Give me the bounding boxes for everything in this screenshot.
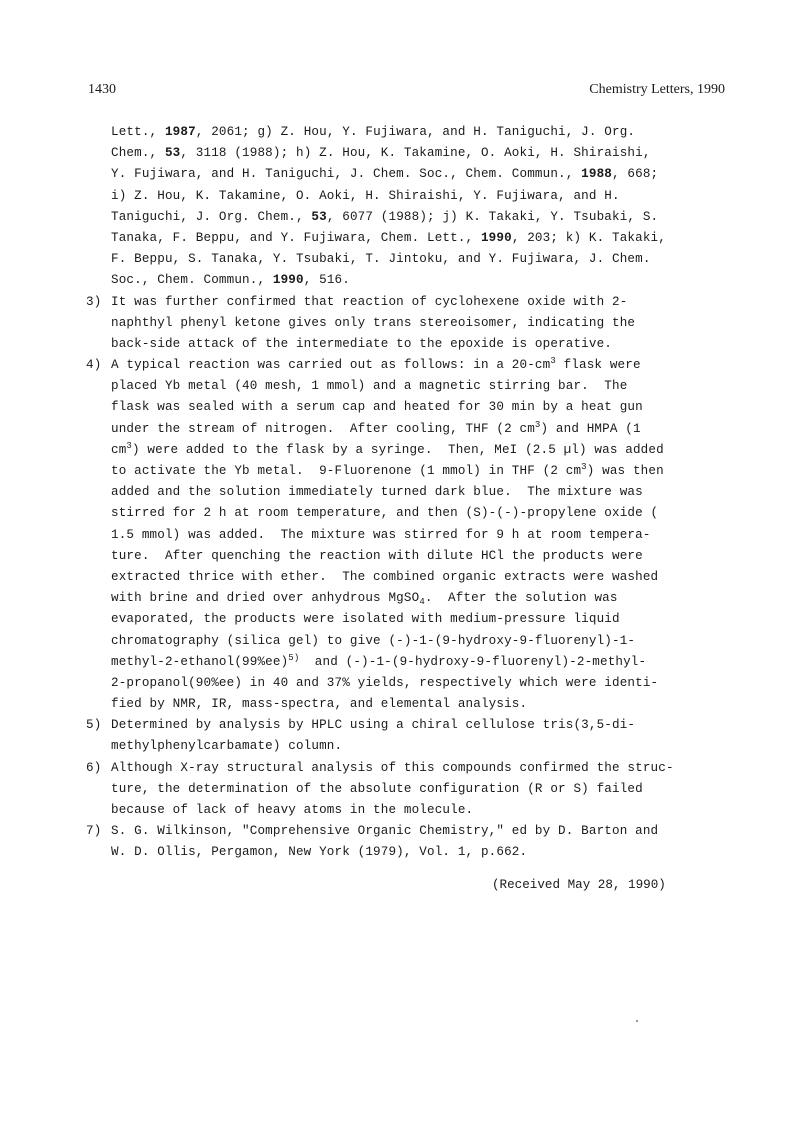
reference-line: Y. Fujiwara, and H. Taniguchi, J. Chem. Soc., Chem. Commun., 1988, 668; (111, 167, 659, 182)
scan-speck (636, 1020, 638, 1022)
reference-line: It was further confirmed that reaction of cyclohexene oxide with 2- (111, 294, 628, 309)
reference-line: naphthyl phenyl ketone gives only trans stereoisomer, indicating the (111, 315, 636, 330)
received-date: (Received May 28, 1990) (492, 878, 666, 892)
reference-line: flask was sealed with a serum cap and heated for 30 min by a heat gun (111, 400, 643, 415)
page-header (88, 82, 725, 100)
reference-line: Soc., Chem. Commun., 1990, 516. (111, 273, 350, 288)
reference-number: 7) (86, 824, 102, 839)
reference-line: Tanaka, F. Beppu, and Y. Fujiwara, Chem. Lett., 1990, 203; k) K. Takaki, (111, 230, 666, 245)
reference-line: Lett., 1987, 2061; g) Z. Hou, Y. Fujiwara, and H. Taniguchi, J. Org. (111, 125, 636, 139)
reference-line: A typical reaction was carried out as follows: in a $20-cm^3$ flask were (111, 356, 641, 373)
reference-line: i) Z. Hou, K. Takamine, O. Aoki, H. Shiraishi, Y. Fujiwara, and H. (111, 188, 620, 203)
reference-line: W. D. Ollis, Pergamon, New York (1979), Vol. 1, p.662. (111, 845, 528, 860)
reference-line: methylphenylcarbamate) column. (111, 739, 343, 754)
reference-line: Taniguchi, J. Org. Chem., 53, 6077 (1988); j) K. Takaki, Y. Tsubaki, S. (111, 209, 659, 224)
reference-line: Determined by analysis by HPLC using a chiral cellulose tris(3,5-di- (111, 718, 636, 733)
reference-line: stirred for 2 h at room temperature, and then (S)-(-)-propylene oxide ( (111, 506, 659, 521)
reference-line: with brine and dried over anhydrous MgSO$_4$. After the solution was (111, 591, 618, 608)
reference-2-continued (86, 122, 736, 292)
reference-line: S. G. Wilkinson, "Comprehensive Organic Chemistry," ed by D. Barton and (111, 824, 659, 839)
reference-line: extracted thrice with ether. The combined organic extracts were washed (111, 569, 659, 584)
reference-line: F. Beppu, S. Tanaka, Y. Tsubaki, T. Jintoku, and Y. Fujiwara, J. Chem. (111, 252, 651, 267)
reference-line: because of lack of heavy atoms in the molecule. (111, 803, 474, 817)
reference-line: added and the solution immediately turned dark blue. The mixture was (111, 485, 643, 500)
reference-number: 6) (86, 760, 102, 775)
reference-3 (86, 292, 736, 356)
reference-line: evaporated, the products were isolated with medium-pressure liquid (111, 612, 620, 627)
references-list (86, 122, 736, 864)
reference-line: ture. After quenching the reaction with dilute HCl the products were (111, 548, 643, 563)
reference-line: Although X-ray structural analysis of this compounds confirmed the struc- (111, 760, 674, 775)
reference-number: 4) (86, 358, 102, 373)
reference-line: placed Yb metal (40 mesh, 1 mmol) and a magnetic stirring bar. The (111, 379, 628, 394)
reference-line: 1.5 mmol) was added. The mixture was stirred for 9 h at room tempera- (111, 527, 651, 542)
journal-title: Chemistry Letters, 1990 (589, 82, 725, 97)
page-number: 1430 (88, 82, 116, 97)
reference-number: 3) (86, 294, 102, 309)
reference-line: Chem., 53, 3118 (1988); h) Z. Hou, K. Takamine, O. Aoki, H. Shiraishi, (111, 146, 651, 161)
reference-line: ture, the determination of the absolute configuration (R or S) failed (111, 781, 643, 796)
reference-7 (86, 821, 736, 863)
reference-line: to activate the Yb metal. 9-Fluorenone (1 mmol) in THF (2 $cm^3$) was then (111, 462, 664, 478)
reference-4 (86, 355, 736, 715)
reference-6 (86, 758, 736, 822)
reference-line: under the stream of nitrogen. After cooling, THF (2 $cm^3$) and HMPA (1 (111, 419, 641, 436)
reference-line: back-side attack of the intermediate to the epoxide is operative. (111, 336, 612, 351)
reference-line: fied by NMR, IR, mass-spectra, and elemental analysis. (111, 697, 528, 712)
reference-number: 5) (86, 718, 102, 733)
reference-5 (86, 715, 736, 757)
reference-line: methyl-$2-ethanol(99\%ee)^{5)}$ and (-)-1-(9-hydroxy-9-fluorenyl)-2-methyl- (111, 652, 647, 669)
reference-line: chromatography (silica gel) to give (-)-1-(9-hydroxy-9-fluorenyl)-1- (111, 633, 636, 648)
reference-line: $cm^3$) were added to the flask by a syringe. Then, MeI (2.5 µl) was added (111, 440, 664, 457)
reference-line: 2-propanol(90%ee) in 40 and 37% yields, respectively which were identi- (111, 675, 659, 690)
